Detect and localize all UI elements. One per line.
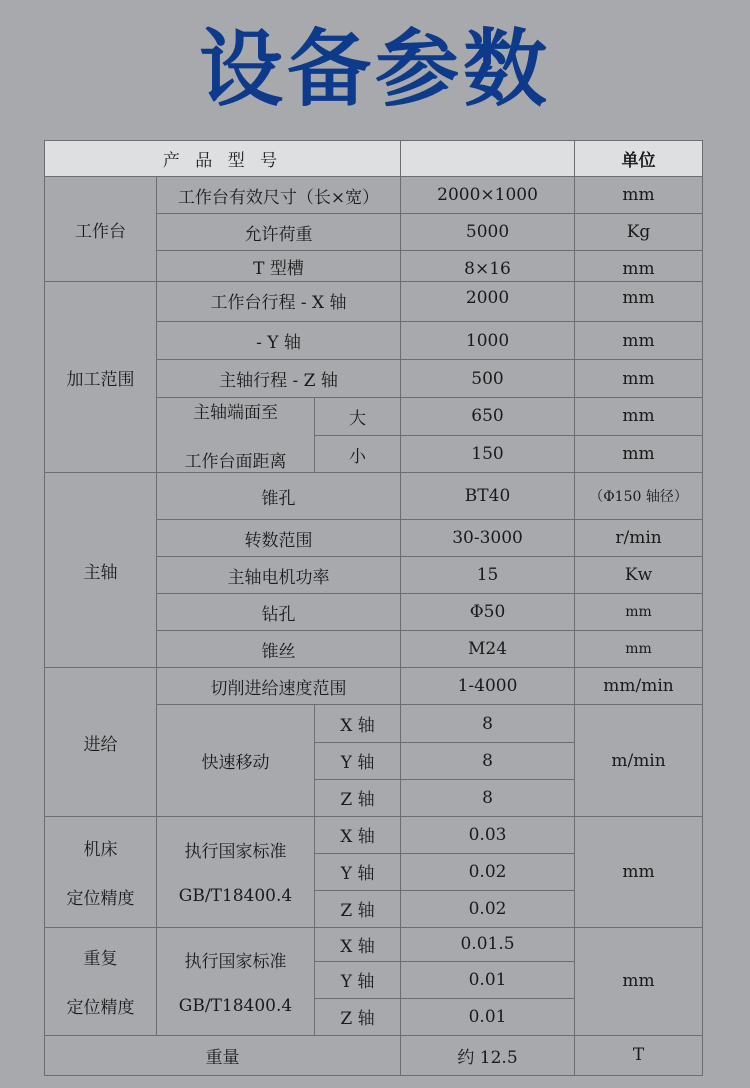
repeat-standard-line2: GB/T18400.4: [178, 995, 293, 1016]
positioning-x-value: 0.03: [401, 816, 575, 853]
repeat-x-axis: X 轴: [315, 927, 401, 961]
positioning-standard-line2: GB/T18400.4: [178, 886, 293, 907]
spindle-drill-label: 钻孔: [157, 594, 401, 631]
weight-value: 约 12.5: [401, 1035, 575, 1075]
range-max-value: 650: [401, 398, 575, 436]
worktable-size-label: 工作台有效尺寸（长×宽）: [157, 177, 401, 214]
spindle-power-value: 15: [401, 557, 575, 594]
repeat-unit: mm: [575, 927, 703, 1035]
range-distance-label: [157, 398, 315, 473]
spindle-speed-value: 30-3000: [401, 520, 575, 557]
range-y-unit: mm: [575, 322, 703, 360]
feed-cut-unit: mm/min: [575, 668, 703, 705]
spindle-speed-label: 转数范围: [157, 520, 401, 557]
feed-y-value: 8: [401, 742, 575, 779]
positioning-standard: [157, 816, 315, 927]
range-x-value: 2000: [401, 282, 575, 322]
worktable-size-unit: mm: [575, 177, 703, 214]
positioning-z-value: 0.02: [401, 890, 575, 927]
range-z-label: 主轴行程 - Z 轴: [157, 360, 401, 398]
table-row: [45, 668, 703, 705]
repeat-x-value: 0.01.5: [401, 927, 575, 961]
spindle-power-label: 主轴电机功率: [157, 557, 401, 594]
range-max-unit: mm: [575, 398, 703, 436]
feed-group-label: 进给: [45, 668, 157, 816]
range-z-value: 500: [401, 360, 575, 398]
worktable-load-value: 5000: [401, 214, 575, 251]
repeat-y-axis: Y 轴: [315, 961, 401, 998]
range-y-label: - Y 轴: [157, 322, 401, 360]
header-model: 产 品 型 号: [45, 141, 401, 177]
header-row: [45, 141, 703, 177]
feed-rapid-unit: m/min: [575, 705, 703, 816]
worktable-load-unit: Kg: [575, 214, 703, 251]
feed-y-axis: Y 轴: [315, 742, 401, 779]
positioning-x-axis: X 轴: [315, 816, 401, 853]
repeat-label-line1: 重复: [83, 949, 118, 970]
spindle-group-label: 主轴: [45, 473, 157, 668]
repeat-standard-line1: 执行国家标准: [184, 951, 287, 972]
header-unit: 单位: [575, 141, 703, 177]
repeat-y-value: 0.01: [401, 961, 575, 998]
spindle-taper-value: BT40: [401, 473, 575, 520]
range-min-label: 小: [315, 435, 401, 473]
spindle-tap-label: 锥丝: [157, 631, 401, 668]
spindle-tap-value: M24: [401, 631, 575, 668]
feed-cut-label: 切削进给速度范围: [157, 668, 401, 705]
table-row: [45, 282, 703, 322]
range-distance-label-line1: 主轴端面至: [193, 403, 278, 424]
table-row: [45, 177, 703, 214]
spindle-speed-unit: r/min: [575, 520, 703, 557]
repeat-standard: [157, 927, 315, 1035]
range-z-unit: mm: [575, 360, 703, 398]
positioning-label-line2: 定位精度: [66, 888, 135, 909]
repeat-z-axis: Z 轴: [315, 998, 401, 1035]
feed-z-value: 8: [401, 779, 575, 816]
spindle-drill-unit: mm: [575, 594, 703, 631]
range-max-label: 大: [315, 398, 401, 436]
positioning-standard-line1: 执行国家标准: [184, 842, 287, 863]
repeat-group-label: [45, 927, 157, 1035]
spindle-tap-unit: mm: [575, 631, 703, 668]
feed-rapid-label: 快速移动: [157, 705, 315, 816]
feed-x-axis: X 轴: [315, 705, 401, 742]
range-x-label: 工作台行程 - X 轴: [157, 282, 401, 322]
weight-label: 重量: [45, 1035, 401, 1075]
feed-x-value: 8: [401, 705, 575, 742]
worktable-slot-label: T 型槽: [157, 251, 401, 282]
weight-unit: T: [575, 1035, 703, 1075]
positioning-y-axis: Y 轴: [315, 853, 401, 890]
spindle-power-unit: Kw: [575, 557, 703, 594]
table-row: [45, 1035, 703, 1075]
repeat-z-value: 0.01: [401, 998, 575, 1035]
positioning-y-value: 0.02: [401, 853, 575, 890]
table-row: [45, 816, 703, 853]
positioning-z-axis: Z 轴: [315, 890, 401, 927]
positioning-unit: mm: [575, 816, 703, 927]
range-y-value: 1000: [401, 322, 575, 360]
worktable-size-value: 2000×1000: [401, 177, 575, 214]
worktable-slot-value: 8×16: [401, 251, 575, 282]
range-x-unit: mm: [575, 282, 703, 322]
feed-z-axis: Z 轴: [315, 779, 401, 816]
header-value: [401, 141, 575, 177]
spindle-taper-label: 锥孔: [157, 473, 401, 520]
positioning-label-line1: 机床: [83, 839, 118, 860]
repeat-label-line2: 定位精度: [66, 998, 135, 1019]
table-row: [45, 927, 703, 961]
range-distance-label-line2: 工作台面距离: [184, 452, 287, 473]
range-group-label: 加工范围: [45, 282, 157, 473]
spindle-taper-unit: （Φ150 轴径）: [575, 473, 703, 520]
worktable-slot-unit: mm: [575, 251, 703, 282]
range-min-value: 150: [401, 435, 575, 473]
positioning-group-label: [45, 816, 157, 927]
worktable-load-label: 允许荷重: [157, 214, 401, 251]
table-row: [45, 473, 703, 520]
spindle-drill-value: Φ50: [401, 594, 575, 631]
feed-cut-value: 1-4000: [401, 668, 575, 705]
spec-table: [44, 140, 703, 1076]
worktable-group-label: 工作台: [45, 177, 157, 282]
range-min-unit: mm: [575, 435, 703, 473]
page-title: 设备参数: [198, 20, 551, 118]
